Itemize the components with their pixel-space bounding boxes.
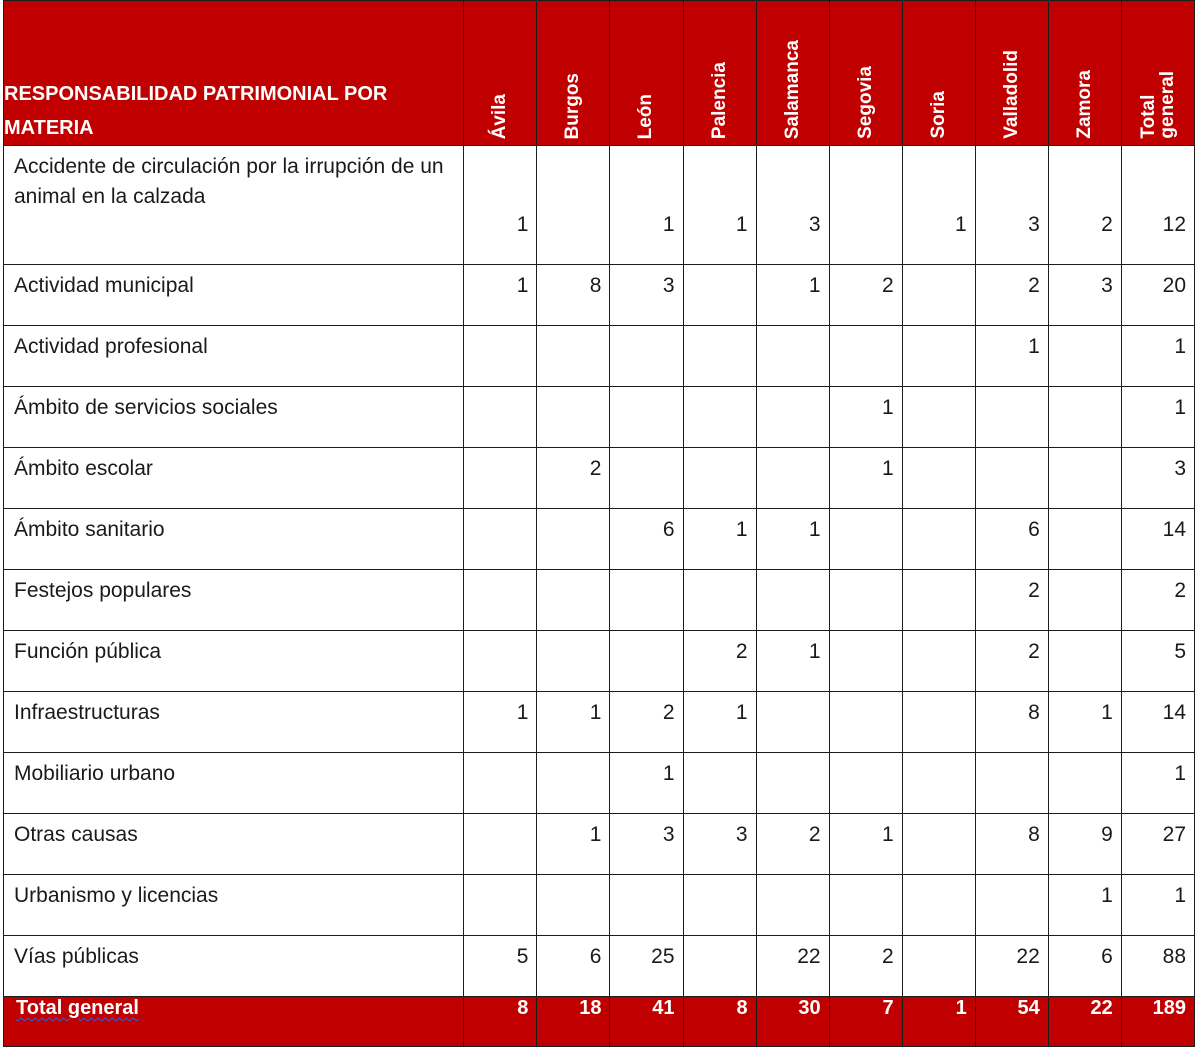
value-cell-avila: [464, 448, 537, 509]
value-cell-soria: [902, 570, 975, 631]
value-cell-zamora: [1048, 509, 1121, 570]
column-header-soria: [902, 1, 975, 146]
value-cell-valladolid: 8: [975, 814, 1048, 875]
column-header-label: Ávila: [489, 93, 511, 139]
table-row: [4, 814, 1195, 875]
footer-total-salamanca: 30: [756, 997, 829, 1047]
value-cell-palencia: 3: [683, 814, 756, 875]
grand-total-cell: 189: [1121, 997, 1194, 1047]
value-cell-avila: 1: [464, 146, 537, 265]
row-total-cell: 12: [1121, 146, 1194, 265]
value-cell-soria: [902, 753, 975, 814]
value-cell-burgos: 6: [537, 936, 610, 997]
value-cell-leon: 25: [610, 936, 683, 997]
table-row: [4, 631, 1195, 692]
value-cell-leon: 1: [610, 753, 683, 814]
materia-header: RESPONSABILIDAD PATRIMONIAL POR MATERIA: [4, 1, 464, 146]
value-cell-salamanca: [756, 692, 829, 753]
row-total-cell: 14: [1121, 692, 1194, 753]
footer-total-burgos: 18: [537, 997, 610, 1047]
value-cell-valladolid: [975, 875, 1048, 936]
value-cell-palencia: [683, 326, 756, 387]
value-cell-salamanca: [756, 875, 829, 936]
value-cell-segovia: [829, 146, 902, 265]
materia-cell: Ámbito sanitario: [4, 509, 464, 570]
column-header-label: Segovia: [854, 66, 876, 139]
value-cell-leon: 2: [610, 692, 683, 753]
value-cell-avila: [464, 814, 537, 875]
footer-total-zamora: 22: [1048, 997, 1121, 1047]
value-cell-palencia: 1: [683, 509, 756, 570]
value-cell-zamora: [1048, 570, 1121, 631]
column-header-label: Burgos: [562, 72, 584, 139]
value-cell-soria: [902, 631, 975, 692]
value-cell-leon: [610, 875, 683, 936]
value-cell-segovia: [829, 753, 902, 814]
value-cell-burgos: [537, 875, 610, 936]
value-cell-leon: [610, 326, 683, 387]
value-cell-salamanca: [756, 387, 829, 448]
value-cell-burgos: [537, 631, 610, 692]
table-row: [4, 448, 1195, 509]
table-row: [4, 387, 1195, 448]
value-cell-soria: [902, 814, 975, 875]
table-row: [4, 875, 1195, 936]
value-cell-zamora: [1048, 631, 1121, 692]
value-cell-segovia: 2: [829, 936, 902, 997]
footer-total-valladolid: 54: [975, 997, 1048, 1047]
value-cell-avila: [464, 570, 537, 631]
value-cell-burgos: [537, 753, 610, 814]
column-header-label: Valladolid: [1000, 50, 1022, 139]
value-cell-soria: [902, 387, 975, 448]
value-cell-zamora: [1048, 448, 1121, 509]
value-cell-soria: 1: [902, 146, 975, 265]
value-cell-burgos: 2: [537, 448, 610, 509]
value-cell-palencia: [683, 448, 756, 509]
value-cell-valladolid: 2: [975, 631, 1048, 692]
value-cell-leon: 1: [610, 146, 683, 265]
value-cell-palencia: 1: [683, 146, 756, 265]
value-cell-segovia: [829, 570, 902, 631]
materia-cell: Ámbito escolar: [4, 448, 464, 509]
value-cell-valladolid: 6: [975, 509, 1048, 570]
value-cell-soria: [902, 448, 975, 509]
value-cell-burgos: 1: [537, 814, 610, 875]
value-cell-valladolid: [975, 448, 1048, 509]
table-row: [4, 265, 1195, 326]
row-total-cell: 3: [1121, 448, 1194, 509]
value-cell-burgos: [537, 509, 610, 570]
value-cell-palencia: [683, 570, 756, 631]
value-cell-valladolid: 1: [975, 326, 1048, 387]
value-cell-leon: 6: [610, 509, 683, 570]
row-total-cell: 1: [1121, 875, 1194, 936]
table-row: [4, 146, 1195, 265]
value-cell-segovia: 1: [829, 387, 902, 448]
value-cell-segovia: 1: [829, 448, 902, 509]
value-cell-salamanca: [756, 753, 829, 814]
value-cell-burgos: [537, 146, 610, 265]
materia-cell: Actividad municipal: [4, 265, 464, 326]
footer-total-segovia: 7: [829, 997, 902, 1047]
value-cell-soria: [902, 265, 975, 326]
column-header-burgos: [537, 1, 610, 146]
table-row: [4, 509, 1195, 570]
value-cell-valladolid: 2: [975, 570, 1048, 631]
value-cell-zamora: 9: [1048, 814, 1121, 875]
value-cell-soria: [902, 326, 975, 387]
value-cell-segovia: [829, 631, 902, 692]
table-row: [4, 692, 1195, 753]
value-cell-segovia: [829, 692, 902, 753]
value-cell-valladolid: 22: [975, 936, 1048, 997]
value-cell-salamanca: [756, 570, 829, 631]
total-general-label: [4, 997, 464, 1047]
column-header-label: Palencia: [708, 61, 730, 139]
value-cell-salamanca: 1: [756, 631, 829, 692]
value-cell-avila: [464, 387, 537, 448]
value-cell-palencia: [683, 387, 756, 448]
value-cell-burgos: [537, 326, 610, 387]
column-header-salamanca: [756, 1, 829, 146]
footer-total-soria: 1: [902, 997, 975, 1047]
value-cell-salamanca: 22: [756, 936, 829, 997]
value-cell-zamora: 3: [1048, 265, 1121, 326]
value-cell-burgos: 8: [537, 265, 610, 326]
value-cell-burgos: [537, 570, 610, 631]
materia-cell: Actividad profesional: [4, 326, 464, 387]
row-total-cell: 1: [1121, 387, 1194, 448]
column-header-avila: [464, 1, 537, 146]
table-row: [4, 326, 1195, 387]
value-cell-zamora: 1: [1048, 875, 1121, 936]
column-header-label: León: [635, 93, 657, 139]
table-body: [4, 146, 1195, 997]
table-row: [4, 936, 1195, 997]
value-cell-avila: 5: [464, 936, 537, 997]
value-cell-salamanca: 3: [756, 146, 829, 265]
footer-total-avila: 8: [464, 997, 537, 1047]
row-total-cell: 1: [1121, 753, 1194, 814]
table-row: [4, 570, 1195, 631]
row-total-cell: 5: [1121, 631, 1194, 692]
row-total-cell: 1: [1121, 326, 1194, 387]
value-cell-leon: 3: [610, 814, 683, 875]
value-cell-salamanca: 1: [756, 509, 829, 570]
value-cell-soria: [902, 875, 975, 936]
value-cell-zamora: [1048, 753, 1121, 814]
value-cell-segovia: 2: [829, 265, 902, 326]
row-total-cell: 88: [1121, 936, 1194, 997]
value-cell-segovia: 1: [829, 814, 902, 875]
column-header-label: Salamanca: [781, 39, 803, 139]
value-cell-soria: [902, 509, 975, 570]
column-header-palencia: [683, 1, 756, 146]
column-header-valladolid: [975, 1, 1048, 146]
materia-cell: Festejos populares: [4, 570, 464, 631]
value-cell-valladolid: [975, 387, 1048, 448]
value-cell-avila: [464, 753, 537, 814]
value-cell-soria: [902, 936, 975, 997]
value-cell-valladolid: 2: [975, 265, 1048, 326]
total-general-row: [4, 997, 1195, 1047]
column-header-leon: [610, 1, 683, 146]
column-header-zamora: [1048, 1, 1121, 146]
value-cell-valladolid: 8: [975, 692, 1048, 753]
value-cell-zamora: 1: [1048, 692, 1121, 753]
value-cell-avila: [464, 631, 537, 692]
value-cell-avila: 1: [464, 692, 537, 753]
row-total-cell: 27: [1121, 814, 1194, 875]
value-cell-palencia: [683, 875, 756, 936]
materia-cell: Accidente de circulación por la irrupción de un animal en la calzada: [4, 146, 464, 265]
value-cell-salamanca: 1: [756, 265, 829, 326]
value-cell-palencia: [683, 753, 756, 814]
value-cell-salamanca: 2: [756, 814, 829, 875]
row-total-cell: 14: [1121, 509, 1194, 570]
value-cell-valladolid: 3: [975, 146, 1048, 265]
value-cell-palencia: [683, 265, 756, 326]
materia-cell: Vías públicas: [4, 936, 464, 997]
value-cell-zamora: 2: [1048, 146, 1121, 265]
value-cell-leon: [610, 448, 683, 509]
materia-cell: Mobiliario urbano: [4, 753, 464, 814]
materia-cell: Otras causas: [4, 814, 464, 875]
value-cell-segovia: [829, 326, 902, 387]
value-cell-avila: [464, 509, 537, 570]
value-cell-zamora: 6: [1048, 936, 1121, 997]
materia-cell: Infraestructuras: [4, 692, 464, 753]
column-header-total-general: [1121, 1, 1194, 146]
value-cell-segovia: [829, 509, 902, 570]
materia-cell: Urbanismo y licencias: [4, 875, 464, 936]
header-row: [4, 1, 1195, 146]
value-cell-leon: [610, 570, 683, 631]
value-cell-palencia: [683, 936, 756, 997]
value-cell-palencia: 2: [683, 631, 756, 692]
value-cell-leon: [610, 387, 683, 448]
column-header-segovia: [829, 1, 902, 146]
footer-total-palencia: 8: [683, 997, 756, 1047]
total-general-text: Total general: [16, 997, 139, 1019]
responsabilidad-patrimonial-table: [3, 0, 1195, 1047]
value-cell-burgos: [537, 387, 610, 448]
column-header-label: Zamora: [1073, 70, 1095, 139]
value-cell-palencia: 1: [683, 692, 756, 753]
value-cell-zamora: [1048, 326, 1121, 387]
value-cell-salamanca: [756, 448, 829, 509]
row-total-cell: 20: [1121, 265, 1194, 326]
value-cell-leon: [610, 631, 683, 692]
column-header-label: Soria: [927, 91, 949, 139]
value-cell-avila: [464, 326, 537, 387]
value-cell-avila: [464, 875, 537, 936]
materia-cell: Función pública: [4, 631, 464, 692]
column-header-label: Total general: [1137, 71, 1178, 139]
footer-total-leon: 41: [610, 997, 683, 1047]
value-cell-avila: 1: [464, 265, 537, 326]
value-cell-leon: 3: [610, 265, 683, 326]
table-row: [4, 753, 1195, 814]
row-total-cell: 2: [1121, 570, 1194, 631]
value-cell-soria: [902, 692, 975, 753]
value-cell-zamora: [1048, 387, 1121, 448]
value-cell-salamanca: [756, 326, 829, 387]
value-cell-segovia: [829, 875, 902, 936]
value-cell-burgos: 1: [537, 692, 610, 753]
materia-cell: Ámbito de servicios sociales: [4, 387, 464, 448]
value-cell-valladolid: [975, 753, 1048, 814]
